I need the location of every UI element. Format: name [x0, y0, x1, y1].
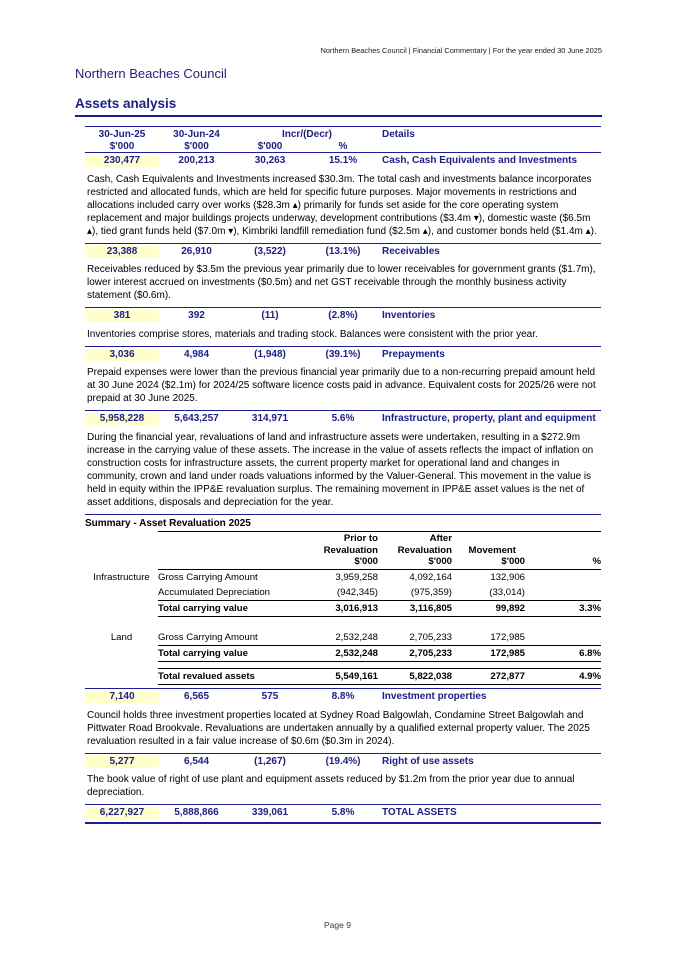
- movement-value: 132,906: [490, 571, 525, 583]
- pct-value: 6.8%: [525, 645, 601, 662]
- commentary-receivables: Receivables reduced by $3.5m the previous year primarily due to lower receivables for government grants ($1.7m), lower interest accrued on investments ($0.5m) and net GST receivable through the monthly business activity statement ($0.6m).: [87, 264, 596, 301]
- row-label: Right of use assets: [382, 755, 474, 767]
- table-row-cash: [85, 152, 601, 170]
- value-change-pct: 5.6%: [331, 413, 355, 424]
- hdr-line: Prior to: [343, 533, 378, 544]
- value-change-pct: 8.8%: [331, 691, 355, 702]
- row-desc: Accumulated Depreciation: [158, 586, 270, 598]
- row-desc: Total revalued assets: [158, 668, 305, 685]
- hdr-line: Revaluation: [323, 544, 378, 556]
- value-current: 5,958,228: [85, 413, 159, 425]
- section-label: [85, 585, 158, 600]
- revaluation-summary-title: Summary - Asset Revaluation 2025: [85, 517, 251, 529]
- commentary-inventories: Inventories comprise stores, materials and trading stock. Balances were consistent with the prior year.: [87, 328, 538, 340]
- page-number: Page 9: [324, 920, 351, 930]
- hdr-line: $'000: [501, 556, 525, 567]
- summary-col-pct: [525, 531, 601, 571]
- after-value: 2,705,233: [378, 645, 452, 662]
- summary-row-land-gross: [85, 630, 601, 645]
- row-label: Prepayments: [382, 348, 445, 360]
- value-change-pct: (19.4%): [325, 755, 361, 767]
- section-label: [85, 645, 158, 662]
- prior-value: 3,959,258: [335, 571, 378, 583]
- summary-col-prior: [305, 531, 378, 571]
- row-label: Infrastructure, property, plant and equipment: [382, 413, 596, 424]
- summary-blank-cell: [85, 531, 158, 571]
- prior-value: 2,532,248: [305, 645, 378, 662]
- after-value: (975,359): [410, 586, 452, 598]
- section-label: Infrastructure: [93, 571, 150, 583]
- row-label: Cash, Cash Equivalents and Investments: [382, 155, 578, 166]
- value-change: (11): [261, 310, 279, 321]
- table-row-right-of-use: [85, 753, 601, 771]
- value-current: 7,140: [85, 691, 159, 703]
- row-label: Receivables: [382, 245, 440, 257]
- hdr-line: Revaluation: [397, 544, 452, 556]
- summary-row-infra-accum: [85, 585, 601, 600]
- movement-value: 172,985: [490, 631, 525, 643]
- value-prior: 392: [188, 310, 205, 321]
- hdr-line: %: [592, 556, 601, 567]
- row-label: Inventories: [382, 310, 436, 321]
- value-prior: 200,213: [178, 155, 215, 166]
- page-title: Assets analysis: [75, 96, 602, 117]
- row-label: Investment properties: [382, 691, 487, 702]
- value-change-pct: 15.1%: [328, 155, 358, 166]
- movement-value: 99,892: [452, 600, 525, 617]
- value-change: 339,061: [251, 807, 289, 818]
- value-change: 575: [261, 691, 279, 702]
- hdr-line: Movement: [468, 544, 516, 556]
- commentary-right-of-use: The book value of right of use plant and equipment assets reduced by $1.2m from the prior year due to annual depreciation.: [87, 774, 575, 798]
- table-row-prepayments: [85, 346, 601, 364]
- commentary-prepayments: Prepaid expenses were lower than the previous financial year primarily due to a non-recurring prepaid amount held at 30 June 2024 ($2.1m) for 2024/25 software licence costs paid in advance. Equivalent costs for 2025/26 were not prepaid at 30 June 2025.: [87, 367, 596, 404]
- value-current: 23,388: [85, 246, 159, 258]
- summary-gap: [85, 617, 601, 630]
- pct-value: [525, 585, 601, 600]
- row-desc: Gross Carrying Amount: [158, 571, 258, 583]
- row-desc: Gross Carrying Amount: [158, 631, 258, 643]
- summary-row-land-total: [85, 645, 601, 662]
- summary-row-infra-total: [85, 600, 601, 617]
- hdr-line: $'000: [428, 556, 452, 567]
- hdr-line: After: [429, 533, 452, 544]
- prior-value: 3,016,913: [305, 600, 378, 617]
- running-header: Northern Beaches Council | Financial Commentary | For the year ended 30 June 2025: [320, 46, 602, 55]
- pct-value: [525, 570, 601, 585]
- col-header-current: 30-Jun-25: [98, 129, 146, 140]
- col-subheader-incr-pct: %: [338, 140, 348, 152]
- after-value: 3,116,805: [378, 600, 452, 617]
- after-value: 5,822,038: [378, 668, 452, 685]
- value-change: (1,267): [254, 755, 286, 767]
- value-current: 230,477: [85, 155, 159, 167]
- movement-value: (33,014): [489, 586, 525, 598]
- row-label: TOTAL ASSETS: [382, 807, 457, 818]
- value-change: (1,948): [254, 348, 286, 360]
- col-subheader-prior-units: $'000: [184, 140, 209, 152]
- movement-value: 172,985: [452, 645, 525, 662]
- summary-col-movement: [452, 531, 525, 571]
- value-prior: 5,643,257: [174, 413, 219, 424]
- commentary-cash: Cash, Cash Equivalents and Investments increased $30.3m. The total cash and investments balance incorporates restricted and allocated funds, which are held for specific future purposes. Major movements in restrictions and allocations included carry over works ($28.3m ▴) primarily for funds set aside for the core operating system replacement and major buildings projects underway, development contributions ($3.4m ▾), domestic waste ($6.5m ▴), tied grant funds held ($7.0m ▾), Kimbriki landfill remediation fund ($2.5m ▴), and customer bonds held ($1.4m ▴).: [87, 173, 597, 237]
- value-prior: 4,984: [183, 348, 210, 360]
- table-header: [85, 126, 601, 152]
- value-change-pct: (2.8%): [328, 310, 358, 321]
- value-prior: 6,565: [183, 691, 210, 702]
- value-change-pct: 5.8%: [331, 807, 355, 818]
- value-prior: 26,910: [181, 245, 212, 257]
- col-subheader-current-units: $'000: [109, 140, 135, 152]
- section-label: Land: [110, 631, 133, 643]
- movement-value: 272,877: [452, 668, 525, 685]
- assets-table: [85, 126, 601, 824]
- table-header-row1: [85, 129, 601, 141]
- after-value: 4,092,164: [409, 571, 452, 583]
- pct-value: 3.3%: [525, 600, 601, 617]
- table-row-receivables: [85, 243, 601, 261]
- value-current: 381: [85, 310, 159, 322]
- value-change-pct: (39.1%): [325, 348, 361, 360]
- value-change: 30,263: [254, 155, 286, 166]
- col-subheader-blank: [380, 141, 601, 153]
- council-title: Northern Beaches Council: [75, 66, 227, 81]
- section-label: [85, 600, 158, 617]
- value-prior: 5,888,866: [174, 807, 219, 818]
- prior-value: 5,549,161: [305, 668, 378, 685]
- row-desc: Total carrying value: [158, 645, 305, 662]
- col-subheader-incr-units: $'000: [257, 140, 283, 152]
- after-value: 2,705,233: [409, 631, 452, 643]
- col-header-prior: 30-Jun-24: [173, 129, 220, 140]
- col-header-incr-decr: Incr/(Decr): [281, 129, 332, 140]
- row-desc: Total carrying value: [158, 600, 305, 617]
- revaluation-summary-header: [85, 531, 601, 571]
- summary-col-after: [378, 531, 452, 571]
- hdr-line: $'000: [354, 556, 378, 567]
- commentary-investment-properties: Council holds three investment properties located at Sydney Road Balgowlah, Condamine Street Balgowlah and Pittwater Road Brookvale. Revaluations are undertaken annually by a qualified external property valuer. The 2025 revaluation resulted in a fair value increase of $0.6m ($0.3m in 2024).: [87, 709, 590, 747]
- value-current: 5,277: [85, 756, 159, 768]
- prior-value: (942,345): [336, 586, 378, 598]
- value-current: 6,227,927: [85, 807, 159, 819]
- section-label: [85, 668, 158, 685]
- table-row-investment-properties: [85, 688, 601, 706]
- commentary-ippe: During the financial year, revaluations of land and infrastructure assets were undertaken, resulting in a $272.9m increase in the carrying value of these assets. The increase in the value of assets reflects the impact of inflation on construction costs for infrastructure assets, the current property market for operational land and changes in community, crown and land under roads valuations informed by the Valuer-General. This movement in the value is held in equity within the IPP&E revaluation surplus. The remaining movement in IPP&E asset values is the net of asset additions, disposals and depreciation for the year.: [87, 431, 594, 508]
- value-change: 314,971: [251, 413, 289, 424]
- summary-row-grand-total: [85, 668, 601, 685]
- value-prior: 6,544: [183, 755, 210, 767]
- col-header-details: Details: [382, 129, 415, 140]
- table-row-total-assets: [85, 804, 601, 824]
- pct-value: [525, 630, 601, 645]
- table-row-inventories: [85, 307, 601, 325]
- revaluation-summary-section: [85, 514, 601, 689]
- value-current: 3,036: [85, 349, 159, 361]
- summary-row-infra-gross: [85, 570, 601, 585]
- pct-value: 4.9%: [525, 668, 601, 685]
- summary-blank-cell: [158, 531, 305, 571]
- table-row-ippe: [85, 410, 601, 428]
- value-change-pct: (13.1%): [325, 245, 361, 257]
- value-change: (3,522): [254, 245, 286, 257]
- table-header-row2: [85, 141, 601, 153]
- prior-value: 2,532,248: [335, 631, 378, 643]
